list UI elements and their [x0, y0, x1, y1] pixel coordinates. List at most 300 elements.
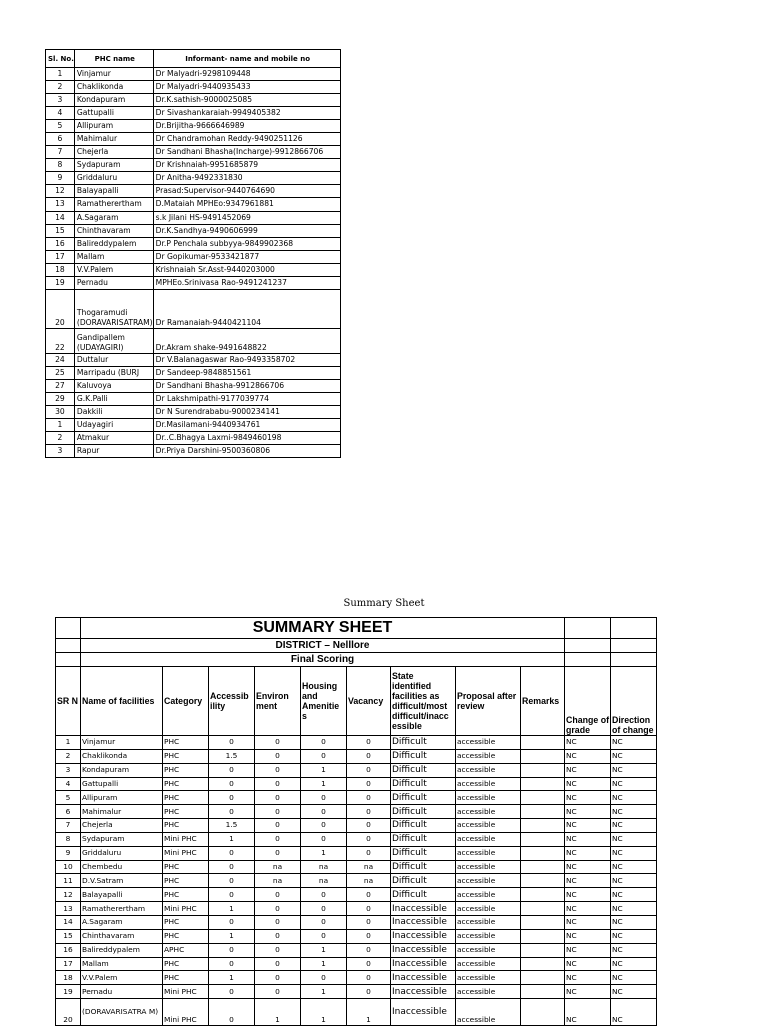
- state-classification: Inaccessible: [391, 915, 456, 929]
- informant-row: [46, 81, 341, 94]
- proposal: accessible: [456, 971, 521, 985]
- environment-score: 0: [255, 763, 301, 777]
- informant-contact: Dr.Priya Darshini-9500360806: [153, 445, 340, 458]
- informant-row: [46, 198, 341, 211]
- change-of-grade: NC: [565, 763, 611, 777]
- remarks: [521, 749, 565, 763]
- informant-sl-no: 13: [46, 198, 75, 211]
- informant-sl-no: 2: [46, 432, 75, 445]
- informant-sl-no: 17: [46, 250, 75, 263]
- category: PHC: [163, 957, 209, 971]
- sr-no: 6: [56, 805, 81, 819]
- informant-contact: Dr Krishnaiah-9951685879: [153, 159, 340, 172]
- title-row: [56, 618, 657, 639]
- proposal: accessible: [456, 915, 521, 929]
- summary-row: [56, 763, 657, 777]
- housing-score: 0: [301, 805, 347, 819]
- informant-contact: Dr.Masilamani-9440934761: [153, 419, 340, 432]
- summary-row: [56, 805, 657, 819]
- accessibility-score: 0: [209, 943, 255, 957]
- header-vacancy: Vacancy: [347, 667, 391, 736]
- remarks: [521, 846, 565, 860]
- informant-phc-name: Sydapuram: [74, 159, 153, 172]
- informant-phc-name: Ramatherertham: [74, 198, 153, 211]
- informant-phc-name: Balayapalli: [74, 185, 153, 198]
- facility-name: Balireddypalem: [81, 943, 163, 957]
- summary-caption: Summary Sheet: [343, 598, 425, 609]
- accessibility-score: 1.5: [209, 749, 255, 763]
- state-classification: Inaccessible: [391, 929, 456, 943]
- informant-row: [46, 250, 341, 263]
- informant-contact: Dr Sandhani Bhasha(Incharge)-9912866706: [153, 146, 340, 159]
- environment-score: 0: [255, 957, 301, 971]
- housing-score: 0: [301, 736, 347, 750]
- facility-name: Mallam: [81, 957, 163, 971]
- informant-row: [46, 366, 341, 379]
- state-classification: Inaccessible: [391, 957, 456, 971]
- informant-phc-name: Dakkili: [74, 405, 153, 418]
- informant-sl-no: 3: [46, 94, 75, 107]
- informant-contact: Prasad:Supervisor-9440764690: [153, 185, 340, 198]
- informant-sl-no: 12: [46, 185, 75, 198]
- housing-score: 1: [301, 777, 347, 791]
- category: PHC: [163, 915, 209, 929]
- housing-score: 0: [301, 915, 347, 929]
- facility-name: Chembedu: [81, 860, 163, 874]
- summary-row: [56, 957, 657, 971]
- remarks: [521, 791, 565, 805]
- facility-name: Kondapuram: [81, 763, 163, 777]
- summary-row: [56, 777, 657, 791]
- district-row: [56, 639, 657, 653]
- header-proposal: Proposal after review: [456, 667, 521, 736]
- direction-of-change: NC: [611, 971, 657, 985]
- direction-of-change: NC: [611, 805, 657, 819]
- informant-row: [46, 133, 341, 146]
- vacancy-score: 0: [347, 943, 391, 957]
- informant-sl-no: 24: [46, 353, 75, 366]
- category: PHC: [163, 874, 209, 888]
- direction-of-change: NC: [611, 957, 657, 971]
- environment-score: 0: [255, 791, 301, 805]
- accessibility-score: 0: [209, 915, 255, 929]
- informant-sl-no: 5: [46, 120, 75, 133]
- remarks: [521, 888, 565, 902]
- change-of-grade: NC: [565, 929, 611, 943]
- change-of-grade: NC: [565, 846, 611, 860]
- informant-contact: MPHEo.Srinivasa Rao-9491241237: [153, 276, 340, 289]
- accessibility-score: 0: [209, 999, 255, 1026]
- sr-no: 19: [56, 985, 81, 999]
- change-of-grade: NC: [565, 805, 611, 819]
- informant-phc-name: Marripadu (BURJ: [74, 366, 153, 379]
- housing-score: 0: [301, 929, 347, 943]
- category: PHC: [163, 791, 209, 805]
- state-classification: Difficult: [391, 888, 456, 902]
- informant-phc-name: Balireddypalem: [74, 237, 153, 250]
- change-of-grade: NC: [565, 736, 611, 750]
- category: Mini PHC: [163, 832, 209, 846]
- state-classification: Inaccessible: [391, 999, 456, 1026]
- accessibility-score: 1: [209, 971, 255, 985]
- facility-name: Sydapuram: [81, 832, 163, 846]
- proposal: accessible: [456, 874, 521, 888]
- vacancy-score: 0: [347, 971, 391, 985]
- informant-contact: Dr Sandeep-9848851561: [153, 366, 340, 379]
- facility-name: Gattupalli: [81, 777, 163, 791]
- direction-of-change: NC: [611, 985, 657, 999]
- informant-phc-name: Duttalur: [74, 353, 153, 366]
- category: PHC: [163, 736, 209, 750]
- header-change-of-grade: Change of grade: [565, 667, 611, 736]
- proposal: accessible: [456, 736, 521, 750]
- sr-no: 16: [56, 943, 81, 957]
- direction-of-change: NC: [611, 777, 657, 791]
- facility-name: Balayapalli: [81, 888, 163, 902]
- informant-row: [46, 419, 341, 432]
- change-of-grade: NC: [565, 999, 611, 1026]
- informant-sl-no: 14: [46, 211, 75, 224]
- state-classification: Inaccessible: [391, 902, 456, 916]
- district-spacer-left: [56, 639, 81, 653]
- category: PHC: [163, 888, 209, 902]
- informant-row: [46, 68, 341, 81]
- accessibility-score: 1: [209, 832, 255, 846]
- sr-no: 7: [56, 819, 81, 833]
- informant-sl-no: 19: [46, 276, 75, 289]
- change-of-grade: NC: [565, 874, 611, 888]
- facility-name: Vinjamur: [81, 736, 163, 750]
- accessibility-score: 0: [209, 791, 255, 805]
- environment-score: na: [255, 860, 301, 874]
- facility-name: Griddaluru: [81, 846, 163, 860]
- informant-contact: Dr V.Balanagaswar Rao-9493358702: [153, 353, 340, 366]
- informant-contact: Dr.Brijitha-9666646989: [153, 120, 340, 133]
- remarks: [521, 874, 565, 888]
- vacancy-score: na: [347, 874, 391, 888]
- informant-row: [46, 172, 341, 185]
- facility-name: Allipuram: [81, 791, 163, 805]
- informant-phc-name: Mahimalur: [74, 133, 153, 146]
- header-sr-no: SR N: [56, 667, 81, 736]
- vacancy-score: 0: [347, 902, 391, 916]
- vacancy-score: na: [347, 860, 391, 874]
- category: PHC: [163, 929, 209, 943]
- informant-sl-no: 20: [46, 289, 75, 328]
- header-category: Category: [163, 667, 209, 736]
- informant-phc-name: Kaluvoya: [74, 379, 153, 392]
- informant-sl-no: 27: [46, 379, 75, 392]
- change-of-grade: NC: [565, 819, 611, 833]
- facility-name: Ramatherertham: [81, 902, 163, 916]
- housing-score: 0: [301, 819, 347, 833]
- accessibility-score: 0: [209, 777, 255, 791]
- housing-score: 1: [301, 846, 347, 860]
- informant-contact: Dr Gopikumar-9533421877: [153, 250, 340, 263]
- direction-of-change: NC: [611, 846, 657, 860]
- informant-phc-name: Griddaluru: [74, 172, 153, 185]
- housing-score: 1: [301, 957, 347, 971]
- change-of-grade: NC: [565, 777, 611, 791]
- direction-of-change: NC: [611, 832, 657, 846]
- scoring-spacer-direction: [611, 653, 657, 667]
- informant-contact: Dr Lakshmipathi-9177039774: [153, 392, 340, 405]
- informant-contact: Dr.Akram shake-9491648822: [153, 328, 340, 353]
- final-scoring-title: Final Scoring: [81, 653, 565, 667]
- state-classification: Difficult: [391, 736, 456, 750]
- informant-phc-name: Atmakur: [74, 432, 153, 445]
- summary-body: [56, 736, 657, 1026]
- vacancy-score: 0: [347, 791, 391, 805]
- remarks: [521, 763, 565, 777]
- informant-row: [46, 432, 341, 445]
- proposal: accessible: [456, 846, 521, 860]
- sr-no: 10: [56, 860, 81, 874]
- summary-table: [55, 617, 657, 1026]
- direction-of-change: NC: [611, 943, 657, 957]
- housing-score: 1: [301, 999, 347, 1026]
- summary-row: [56, 860, 657, 874]
- sr-no: 18: [56, 971, 81, 985]
- sr-no: 14: [56, 915, 81, 929]
- housing-score: 0: [301, 971, 347, 985]
- remarks: [521, 832, 565, 846]
- informant-sl-no: 16: [46, 237, 75, 250]
- proposal: accessible: [456, 805, 521, 819]
- accessibility-score: 0: [209, 736, 255, 750]
- informant-sl-no: 25: [46, 366, 75, 379]
- summary-row: [56, 915, 657, 929]
- category: PHC: [163, 860, 209, 874]
- direction-of-change: NC: [611, 763, 657, 777]
- informant-table: [45, 49, 341, 458]
- summary-row: [56, 832, 657, 846]
- district-spacer-change: [565, 639, 611, 653]
- remarks: [521, 971, 565, 985]
- informant-sl-no: 3: [46, 445, 75, 458]
- accessibility-score: 0: [209, 860, 255, 874]
- informant-sl-no: 4: [46, 107, 75, 120]
- header-remarks: Remarks: [521, 667, 565, 736]
- proposal: accessible: [456, 999, 521, 1026]
- summary-row: [56, 819, 657, 833]
- vacancy-score: 0: [347, 888, 391, 902]
- vacancy-score: 0: [347, 736, 391, 750]
- informant-sl-no: 6: [46, 133, 75, 146]
- informant-sl-no: 8: [46, 159, 75, 172]
- change-of-grade: NC: [565, 943, 611, 957]
- sr-no: 15: [56, 929, 81, 943]
- sr-no: 13: [56, 902, 81, 916]
- direction-of-change: NC: [611, 736, 657, 750]
- proposal: accessible: [456, 929, 521, 943]
- informant-sl-no: 1: [46, 419, 75, 432]
- accessibility-score: 0: [209, 763, 255, 777]
- informant-row: [46, 263, 341, 276]
- accessibility-score: 0: [209, 805, 255, 819]
- scoring-spacer-left: [56, 653, 81, 667]
- environment-score: 0: [255, 832, 301, 846]
- category: PHC: [163, 971, 209, 985]
- vacancy-score: 0: [347, 763, 391, 777]
- summary-row: [56, 902, 657, 916]
- informant-sl-no: 22: [46, 328, 75, 353]
- housing-score: na: [301, 860, 347, 874]
- proposal: accessible: [456, 832, 521, 846]
- direction-of-change: NC: [611, 999, 657, 1026]
- header-housing: Housing and Amenitie s: [301, 667, 347, 736]
- category: APHC: [163, 943, 209, 957]
- informant-row: [46, 224, 341, 237]
- facility-name: V.V.Palem: [81, 971, 163, 985]
- informant-sl-no: 1: [46, 68, 75, 81]
- accessibility-score: 0: [209, 846, 255, 860]
- facility-name: Pernadu: [81, 985, 163, 999]
- state-classification: Difficult: [391, 832, 456, 846]
- summary-row: [56, 736, 657, 750]
- category: Mini PHC: [163, 902, 209, 916]
- summary-row: [56, 985, 657, 999]
- informant-row: [46, 289, 341, 328]
- state-classification: Difficult: [391, 777, 456, 791]
- environment-score: 0: [255, 819, 301, 833]
- direction-of-change: NC: [611, 860, 657, 874]
- remarks: [521, 736, 565, 750]
- informant-phc-name: Chaklikonda: [74, 81, 153, 94]
- category: PHC: [163, 749, 209, 763]
- remarks: [521, 819, 565, 833]
- vacancy-score: 0: [347, 929, 391, 943]
- change-of-grade: NC: [565, 791, 611, 805]
- direction-of-change: NC: [611, 749, 657, 763]
- direction-of-change: NC: [611, 874, 657, 888]
- sr-no: 20: [56, 999, 81, 1026]
- remarks: [521, 777, 565, 791]
- remarks: [521, 915, 565, 929]
- informant-sl-no: 7: [46, 146, 75, 159]
- proposal: accessible: [456, 763, 521, 777]
- category: PHC: [163, 805, 209, 819]
- informant-phc-name: Mallam: [74, 250, 153, 263]
- informant-sl-no: 9: [46, 172, 75, 185]
- vacancy-score: 0: [347, 957, 391, 971]
- informant-contact: Dr.K.sathish-9000025085: [153, 94, 340, 107]
- accessibility-score: 1.5: [209, 819, 255, 833]
- environment-score: 0: [255, 749, 301, 763]
- state-classification: Difficult: [391, 846, 456, 860]
- informant-row: [46, 328, 341, 353]
- accessibility-score: 1: [209, 929, 255, 943]
- change-of-grade: NC: [565, 832, 611, 846]
- housing-score: 0: [301, 749, 347, 763]
- accessibility-score: 0: [209, 985, 255, 999]
- change-of-grade: NC: [565, 971, 611, 985]
- vacancy-score: 0: [347, 749, 391, 763]
- environment-score: 0: [255, 929, 301, 943]
- informant-row: [46, 353, 341, 366]
- facility-name: Mahimalur: [81, 805, 163, 819]
- housing-score: 0: [301, 832, 347, 846]
- environment-score: na: [255, 874, 301, 888]
- sr-no: 12: [56, 888, 81, 902]
- vacancy-score: 0: [347, 915, 391, 929]
- scoring-spacer-change: [565, 653, 611, 667]
- proposal: accessible: [456, 777, 521, 791]
- environment-score: 0: [255, 736, 301, 750]
- change-of-grade: NC: [565, 888, 611, 902]
- remarks: [521, 985, 565, 999]
- facility-name: Chaklikonda: [81, 749, 163, 763]
- summary-row: [56, 971, 657, 985]
- facility-name: D.V.Satram: [81, 874, 163, 888]
- change-of-grade: NC: [565, 985, 611, 999]
- header-phc-name: PHC name: [74, 50, 153, 68]
- informant-contact: Dr.P Penchala subbyya-9849902368: [153, 237, 340, 250]
- state-classification: Difficult: [391, 749, 456, 763]
- informant-phc-name: Thogaramudi (DORAVARISATRAM): [74, 289, 153, 328]
- proposal: accessible: [456, 749, 521, 763]
- vacancy-score: 0: [347, 805, 391, 819]
- housing-score: 0: [301, 791, 347, 805]
- remarks: [521, 943, 565, 957]
- informant-row: [46, 159, 341, 172]
- proposal: accessible: [456, 888, 521, 902]
- informant-phc-name: Pernadu: [74, 276, 153, 289]
- environment-score: 0: [255, 805, 301, 819]
- header-state-identified: State identified facilities as difficult/most difficult/inacc essible: [391, 667, 456, 736]
- informant-phc-name: Vinjamur: [74, 68, 153, 81]
- summary-row: [56, 999, 657, 1026]
- header-environment: Environ ment: [255, 667, 301, 736]
- facility-name: (DORAVARISATRA M): [81, 999, 163, 1026]
- summary-row: [56, 874, 657, 888]
- sr-no: 5: [56, 791, 81, 805]
- title-spacer-change: [565, 618, 611, 639]
- district-spacer-direction: [611, 639, 657, 653]
- facility-name: A.Sagaram: [81, 915, 163, 929]
- header-name-of-facilities: Name of facilities: [81, 667, 163, 736]
- informant-row: [46, 107, 341, 120]
- informant-phc-name: V.V.Palem: [74, 263, 153, 276]
- environment-score: 0: [255, 888, 301, 902]
- direction-of-change: NC: [611, 888, 657, 902]
- informant-contact: Krishnaiah Sr.Asst-9440203000: [153, 263, 340, 276]
- informant-row: [46, 379, 341, 392]
- proposal: accessible: [456, 791, 521, 805]
- proposal: accessible: [456, 943, 521, 957]
- informant-row: [46, 445, 341, 458]
- informant-header-row: [46, 50, 341, 68]
- vacancy-score: 1: [347, 999, 391, 1026]
- header-direction-of-change: Direction of change: [611, 667, 657, 736]
- change-of-grade: NC: [565, 860, 611, 874]
- sr-no: 3: [56, 763, 81, 777]
- housing-score: 0: [301, 888, 347, 902]
- category: Mini PHC: [163, 999, 209, 1026]
- state-classification: Difficult: [391, 791, 456, 805]
- change-of-grade: NC: [565, 957, 611, 971]
- sr-no: 17: [56, 957, 81, 971]
- informant-contact: Dr Malyadri-9440935433: [153, 81, 340, 94]
- informant-sl-no: 15: [46, 224, 75, 237]
- informant-phc-name: G.K.Palli: [74, 392, 153, 405]
- informant-contact: Dr Chandramohan Reddy-9490251126: [153, 133, 340, 146]
- summary-row: [56, 929, 657, 943]
- proposal: accessible: [456, 985, 521, 999]
- category: PHC: [163, 763, 209, 777]
- header-accessibility: Accessib ility: [209, 667, 255, 736]
- accessibility-score: 1: [209, 902, 255, 916]
